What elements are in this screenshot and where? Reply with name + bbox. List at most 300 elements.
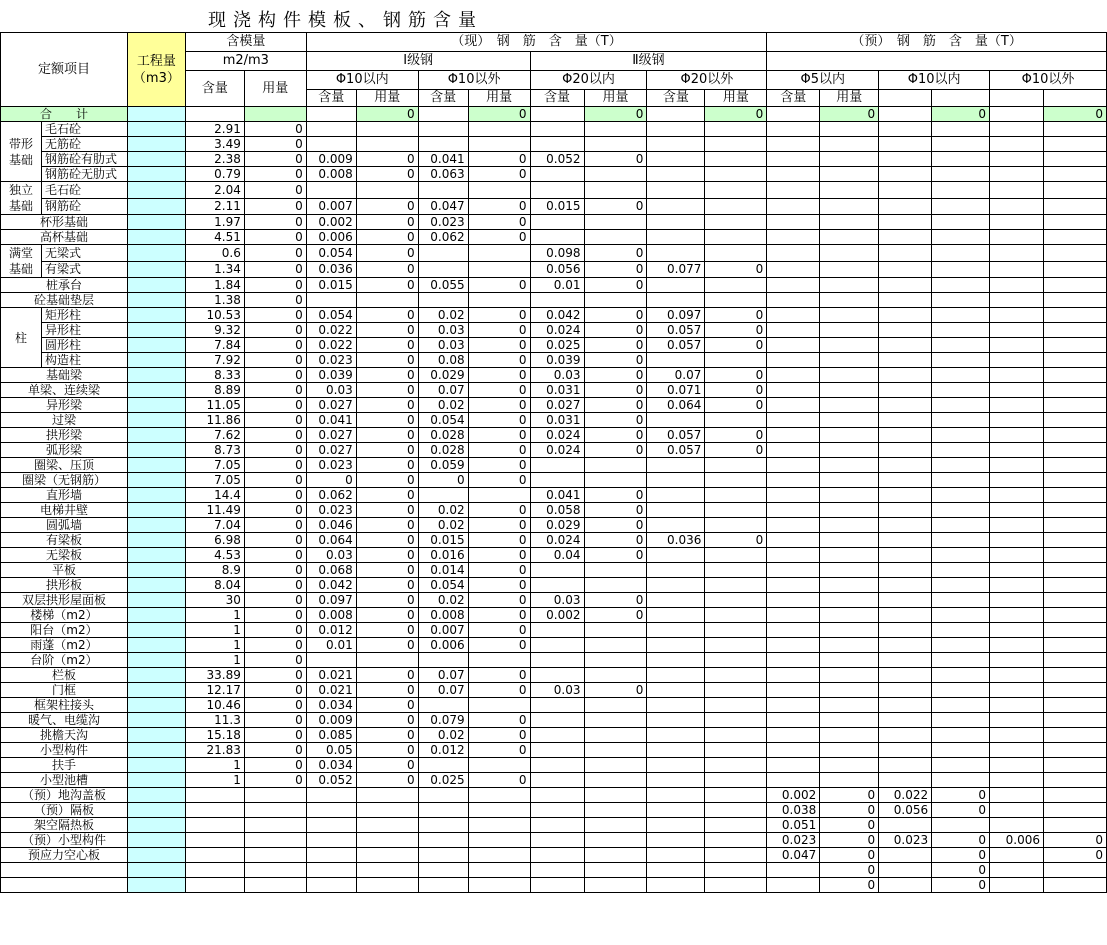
precast-usage[interactable] <box>820 548 879 563</box>
cast-usage[interactable] <box>705 353 767 368</box>
cast-usage[interactable]: 0 <box>356 167 418 182</box>
mold-content[interactable]: 2.11 <box>185 198 244 215</box>
precast-content[interactable] <box>767 245 820 262</box>
precast-usage[interactable] <box>1044 323 1107 338</box>
cast-usage[interactable]: 0 <box>468 638 530 653</box>
mold-usage[interactable]: 0 <box>244 338 306 353</box>
cast-content[interactable]: 0.071 <box>647 383 705 398</box>
cast-content[interactable]: 0.025 <box>418 773 468 788</box>
cast-usage[interactable]: 0 <box>468 413 530 428</box>
cast-usage[interactable]: 0 <box>468 278 530 293</box>
cast-content[interactable] <box>530 848 584 863</box>
mold-usage[interactable] <box>244 803 306 818</box>
cast-content[interactable] <box>530 563 584 578</box>
item-label[interactable]: 门框 <box>1 683 128 698</box>
precast-usage[interactable] <box>932 698 990 713</box>
header-mold-unit[interactable]: m2/m3 <box>185 52 306 71</box>
precast-content[interactable]: 0.022 <box>879 788 932 803</box>
cast-usage[interactable] <box>705 137 767 152</box>
precast-usage[interactable] <box>820 152 879 167</box>
mold-usage[interactable]: 0 <box>244 518 306 533</box>
precast-content[interactable] <box>990 803 1044 818</box>
cast-content[interactable] <box>647 230 705 245</box>
cast-content[interactable] <box>647 473 705 488</box>
cast-content[interactable]: 0.077 <box>647 261 705 278</box>
precast-usage[interactable] <box>820 308 879 323</box>
mold-content[interactable]: 0.6 <box>185 245 244 262</box>
item-label[interactable]: 暖气、电缆沟 <box>1 713 128 728</box>
mold-usage[interactable]: 0 <box>244 245 306 262</box>
item-label[interactable]: 砼基础垫层 <box>1 293 128 308</box>
precast-content[interactable] <box>990 773 1044 788</box>
cast-content[interactable]: 0.052 <box>530 152 584 167</box>
precast-usage[interactable] <box>1044 638 1107 653</box>
mold-usage[interactable]: 0 <box>244 230 306 245</box>
precast-content[interactable] <box>879 323 932 338</box>
precast-content[interactable] <box>767 353 820 368</box>
cast-usage[interactable] <box>584 122 647 137</box>
qty-cell[interactable] <box>127 338 185 353</box>
mold-content[interactable]: 8.9 <box>185 563 244 578</box>
precast-usage[interactable] <box>1044 818 1107 833</box>
qty-cell[interactable] <box>127 137 185 152</box>
cast-usage[interactable] <box>356 878 418 893</box>
cast-usage[interactable]: 0 <box>705 261 767 278</box>
cast-usage[interactable]: 0 <box>356 428 418 443</box>
cast-content[interactable] <box>647 833 705 848</box>
item-label[interactable]: 楼梯（m2） <box>1 608 128 623</box>
precast-usage[interactable] <box>1044 198 1107 215</box>
qty-cell[interactable] <box>127 623 185 638</box>
precast-content[interactable] <box>879 623 932 638</box>
cast-content[interactable]: 0.031 <box>530 413 584 428</box>
cast-content[interactable]: 0.062 <box>418 230 468 245</box>
cast-content[interactable]: 0.008 <box>418 608 468 623</box>
mold-usage[interactable]: 0 <box>244 443 306 458</box>
mold-usage[interactable]: 0 <box>244 308 306 323</box>
cast-content[interactable]: 0.068 <box>306 563 356 578</box>
item-label[interactable]: 圆弧墙 <box>1 518 128 533</box>
precast-content[interactable] <box>879 368 932 383</box>
cast-content[interactable]: 0.022 <box>306 338 356 353</box>
cast-content[interactable] <box>647 593 705 608</box>
cast-content[interactable]: 0.034 <box>306 698 356 713</box>
precast-content[interactable] <box>767 443 820 458</box>
cast-usage[interactable]: 0 <box>584 398 647 413</box>
cast-content[interactable]: 0.016 <box>418 548 468 563</box>
cast-content[interactable] <box>530 638 584 653</box>
cast-content[interactable]: 0.085 <box>306 728 356 743</box>
mold-usage[interactable]: 0 <box>244 773 306 788</box>
mold-usage[interactable]: 0 <box>244 368 306 383</box>
cast-content[interactable] <box>418 261 468 278</box>
cast-usage[interactable] <box>705 152 767 167</box>
item-label[interactable]: 拱形板 <box>1 578 128 593</box>
cast-usage[interactable] <box>705 458 767 473</box>
cast-usage[interactable]: 0 <box>705 383 767 398</box>
cast-content[interactable]: 0.034 <box>306 758 356 773</box>
precast-content[interactable] <box>879 503 932 518</box>
precast-usage[interactable] <box>932 261 990 278</box>
item-label[interactable]: 有梁式 <box>41 261 127 278</box>
cast-content[interactable] <box>530 653 584 668</box>
precast-usage[interactable] <box>932 278 990 293</box>
cast-content[interactable]: 0.02 <box>418 503 468 518</box>
precast-usage[interactable] <box>932 683 990 698</box>
item-label[interactable]: 过梁 <box>1 413 128 428</box>
cast-usage[interactable]: 0 <box>468 368 530 383</box>
item-label[interactable]: 阳台（m2） <box>1 623 128 638</box>
mold-usage[interactable]: 0 <box>244 743 306 758</box>
precast-usage[interactable]: 0 <box>932 833 990 848</box>
cast-content[interactable]: 0.058 <box>530 503 584 518</box>
mold-usage[interactable]: 0 <box>244 713 306 728</box>
precast-usage[interactable] <box>932 230 990 245</box>
total-usage[interactable]: 0 <box>932 107 990 122</box>
cast-usage[interactable]: 0 <box>356 608 418 623</box>
cast-content[interactable]: 0.062 <box>306 488 356 503</box>
cast-usage[interactable]: 0 <box>705 533 767 548</box>
cast-usage[interactable]: 0 <box>356 668 418 683</box>
cast-content[interactable]: 0.03 <box>530 683 584 698</box>
precast-usage[interactable] <box>820 198 879 215</box>
cast-content[interactable]: 0.054 <box>418 413 468 428</box>
cast-usage[interactable]: 0 <box>356 623 418 638</box>
precast-content[interactable] <box>879 818 932 833</box>
mold-content[interactable]: 1 <box>185 758 244 773</box>
mold-usage[interactable]: 0 <box>244 503 306 518</box>
precast-usage[interactable] <box>1044 443 1107 458</box>
cast-content[interactable] <box>647 503 705 518</box>
cast-usage[interactable]: 0 <box>356 578 418 593</box>
mold-content[interactable]: 2.38 <box>185 152 244 167</box>
precast-usage[interactable] <box>820 638 879 653</box>
cast-usage[interactable]: 0 <box>584 152 647 167</box>
precast-content[interactable] <box>879 848 932 863</box>
cast-content[interactable] <box>530 698 584 713</box>
mold-usage[interactable]: 0 <box>244 683 306 698</box>
qty-cell[interactable] <box>127 548 185 563</box>
precast-usage[interactable] <box>932 773 990 788</box>
header-precast-steel[interactable]: （预） 钢 筋 含 量（T） <box>767 33 1107 52</box>
precast-usage[interactable]: 0 <box>932 848 990 863</box>
cast-usage[interactable] <box>356 863 418 878</box>
precast-content[interactable] <box>767 653 820 668</box>
precast-usage[interactable] <box>1044 743 1107 758</box>
header-c-d10in[interactable]: Φ10以内 <box>306 71 418 90</box>
cast-content[interactable] <box>306 833 356 848</box>
cast-usage[interactable] <box>705 293 767 308</box>
precast-content[interactable] <box>990 122 1044 137</box>
cast-content[interactable] <box>306 788 356 803</box>
cast-content[interactable]: 0.025 <box>530 338 584 353</box>
precast-content[interactable] <box>990 578 1044 593</box>
cast-usage[interactable]: 0 <box>468 353 530 368</box>
cast-content[interactable] <box>306 818 356 833</box>
precast-content[interactable] <box>767 743 820 758</box>
cast-content[interactable] <box>647 215 705 230</box>
precast-usage[interactable]: 0 <box>820 833 879 848</box>
cast-content[interactable] <box>418 818 468 833</box>
precast-content[interactable] <box>879 728 932 743</box>
precast-usage[interactable] <box>932 323 990 338</box>
mold-usage[interactable] <box>244 818 306 833</box>
cast-usage[interactable] <box>584 788 647 803</box>
cast-usage[interactable] <box>356 818 418 833</box>
mold-usage[interactable]: 0 <box>244 728 306 743</box>
cast-content[interactable] <box>647 653 705 668</box>
precast-usage[interactable] <box>820 533 879 548</box>
mold-content[interactable]: 10.46 <box>185 698 244 713</box>
cast-content[interactable] <box>530 803 584 818</box>
cast-usage[interactable]: 0 <box>468 743 530 758</box>
subheader-empty[interactable] <box>990 90 1044 107</box>
cast-content[interactable] <box>530 215 584 230</box>
precast-usage[interactable] <box>1044 167 1107 182</box>
precast-usage[interactable] <box>1044 338 1107 353</box>
cast-content[interactable] <box>306 182 356 199</box>
precast-usage[interactable] <box>932 473 990 488</box>
cast-content[interactable]: 0.022 <box>306 323 356 338</box>
precast-usage[interactable] <box>932 122 990 137</box>
cast-content[interactable]: 0.04 <box>530 548 584 563</box>
total-content[interactable] <box>647 107 705 122</box>
group-label[interactable]: 柱 <box>1 308 42 368</box>
cast-usage[interactable] <box>468 653 530 668</box>
precast-content[interactable] <box>990 338 1044 353</box>
qty-cell[interactable] <box>127 608 185 623</box>
cast-content[interactable] <box>418 488 468 503</box>
cast-usage[interactable]: 0 <box>468 152 530 167</box>
cast-content[interactable] <box>306 122 356 137</box>
qty-cell[interactable] <box>127 230 185 245</box>
precast-usage[interactable] <box>820 653 879 668</box>
precast-usage[interactable] <box>932 245 990 262</box>
mold-content[interactable]: 1.84 <box>185 278 244 293</box>
cast-usage[interactable] <box>584 698 647 713</box>
precast-content[interactable] <box>879 428 932 443</box>
cast-content[interactable] <box>418 788 468 803</box>
cast-content[interactable]: 0.079 <box>418 713 468 728</box>
precast-content[interactable] <box>767 563 820 578</box>
cast-usage[interactable] <box>584 293 647 308</box>
qty-cell[interactable] <box>127 653 185 668</box>
cast-content[interactable] <box>530 182 584 199</box>
cast-content[interactable]: 0.024 <box>530 533 584 548</box>
precast-usage[interactable] <box>820 230 879 245</box>
cast-usage[interactable]: 0 <box>356 338 418 353</box>
qty-cell[interactable] <box>127 413 185 428</box>
precast-content[interactable] <box>767 503 820 518</box>
qty-cell[interactable] <box>127 198 185 215</box>
cast-content[interactable] <box>647 758 705 773</box>
cast-content[interactable] <box>647 167 705 182</box>
mold-usage[interactable] <box>244 863 306 878</box>
mold-content[interactable]: 1.34 <box>185 261 244 278</box>
precast-content[interactable] <box>990 428 1044 443</box>
precast-usage[interactable] <box>820 743 879 758</box>
precast-content[interactable] <box>990 137 1044 152</box>
cast-content[interactable] <box>418 293 468 308</box>
precast-content[interactable] <box>879 638 932 653</box>
cast-usage[interactable] <box>705 215 767 230</box>
cast-content[interactable]: 0.041 <box>418 152 468 167</box>
cast-content[interactable] <box>530 728 584 743</box>
cast-usage[interactable] <box>468 878 530 893</box>
cast-usage[interactable] <box>705 863 767 878</box>
qty-cell[interactable] <box>127 458 185 473</box>
cast-content[interactable] <box>530 623 584 638</box>
precast-usage[interactable] <box>1044 137 1107 152</box>
cast-usage[interactable]: 0 <box>584 245 647 262</box>
total-content[interactable] <box>767 107 820 122</box>
cast-content[interactable] <box>418 758 468 773</box>
cast-content[interactable] <box>306 863 356 878</box>
cast-usage[interactable] <box>584 758 647 773</box>
cast-usage[interactable] <box>584 230 647 245</box>
cast-usage[interactable]: 0 <box>356 245 418 262</box>
cast-usage[interactable] <box>584 803 647 818</box>
total-usage[interactable]: 0 <box>820 107 879 122</box>
cast-usage[interactable] <box>584 137 647 152</box>
precast-content[interactable] <box>767 533 820 548</box>
cast-content[interactable] <box>306 653 356 668</box>
cast-content[interactable] <box>647 848 705 863</box>
precast-content[interactable] <box>879 278 932 293</box>
precast-content[interactable] <box>990 323 1044 338</box>
cast-content[interactable] <box>530 758 584 773</box>
precast-content[interactable] <box>990 563 1044 578</box>
mold-usage[interactable] <box>244 833 306 848</box>
cast-usage[interactable] <box>356 788 418 803</box>
mold-usage[interactable]: 0 <box>244 488 306 503</box>
cast-usage[interactable]: 0 <box>356 215 418 230</box>
cast-content[interactable] <box>530 773 584 788</box>
precast-content[interactable] <box>879 261 932 278</box>
item-label[interactable]: 圆形柱 <box>41 338 127 353</box>
precast-usage[interactable] <box>932 488 990 503</box>
precast-usage[interactable] <box>820 353 879 368</box>
qty-cell[interactable] <box>127 167 185 182</box>
cast-usage[interactable]: 0 <box>584 353 647 368</box>
cast-content[interactable] <box>530 818 584 833</box>
cast-content[interactable] <box>647 182 705 199</box>
precast-content[interactable] <box>990 608 1044 623</box>
mold-content[interactable]: 1.97 <box>185 215 244 230</box>
precast-usage[interactable] <box>932 167 990 182</box>
cast-content[interactable]: 0.097 <box>306 593 356 608</box>
cast-content[interactable] <box>306 878 356 893</box>
item-label[interactable]: 平板 <box>1 563 128 578</box>
cast-content[interactable] <box>647 698 705 713</box>
cast-usage[interactable] <box>356 182 418 199</box>
cast-content[interactable]: 0.08 <box>418 353 468 368</box>
total-usage[interactable]: 0 <box>705 107 767 122</box>
precast-usage[interactable] <box>820 668 879 683</box>
precast-usage[interactable] <box>932 593 990 608</box>
item-label[interactable]: （预）隔板 <box>1 803 128 818</box>
cast-content[interactable]: 0.054 <box>306 308 356 323</box>
precast-content[interactable] <box>879 167 932 182</box>
mold-content[interactable]: 1 <box>185 653 244 668</box>
group-label[interactable]: 带形基础 <box>1 122 42 182</box>
cast-content[interactable]: 0.015 <box>530 198 584 215</box>
cast-usage[interactable] <box>468 788 530 803</box>
item-label[interactable]: 高杯基础 <box>1 230 128 245</box>
precast-content[interactable] <box>767 323 820 338</box>
cast-usage[interactable] <box>705 473 767 488</box>
cast-usage[interactable]: 0 <box>584 323 647 338</box>
qty-cell[interactable] <box>127 788 185 803</box>
cast-usage[interactable]: 0 <box>584 278 647 293</box>
precast-usage[interactable] <box>820 578 879 593</box>
cast-usage[interactable]: 0 <box>468 458 530 473</box>
cast-usage[interactable]: 0 <box>584 383 647 398</box>
cast-content[interactable]: 0.006 <box>306 230 356 245</box>
mold-content[interactable]: 11.05 <box>185 398 244 413</box>
qty-cell[interactable] <box>127 713 185 728</box>
precast-content[interactable] <box>879 773 932 788</box>
precast-usage[interactable]: 0 <box>1044 833 1107 848</box>
mold-content[interactable] <box>185 863 244 878</box>
precast-content[interactable] <box>767 473 820 488</box>
cast-usage[interactable] <box>705 818 767 833</box>
cast-usage[interactable] <box>468 245 530 262</box>
cast-usage[interactable] <box>705 488 767 503</box>
precast-usage[interactable] <box>1044 293 1107 308</box>
cast-content[interactable] <box>647 293 705 308</box>
cast-content[interactable]: 0.009 <box>306 152 356 167</box>
cast-content[interactable]: 0.02 <box>418 398 468 413</box>
precast-content[interactable] <box>990 503 1044 518</box>
cast-usage[interactable]: 0 <box>584 533 647 548</box>
cast-usage[interactable]: 0 <box>468 338 530 353</box>
header-p-d10out[interactable]: Φ10以外 <box>990 71 1107 90</box>
cast-usage[interactable]: 0 <box>356 728 418 743</box>
cast-content[interactable] <box>530 833 584 848</box>
precast-content[interactable] <box>990 398 1044 413</box>
cast-content[interactable] <box>647 563 705 578</box>
precast-usage[interactable] <box>1044 698 1107 713</box>
precast-content[interactable] <box>767 293 820 308</box>
cast-usage[interactable] <box>584 653 647 668</box>
precast-usage[interactable] <box>932 608 990 623</box>
qty-cell[interactable] <box>127 563 185 578</box>
cast-content[interactable] <box>306 137 356 152</box>
precast-usage[interactable] <box>1044 713 1107 728</box>
subheader-content[interactable]: 含量 <box>306 90 356 107</box>
cast-content[interactable] <box>418 137 468 152</box>
mold-content[interactable]: 6.98 <box>185 533 244 548</box>
precast-content[interactable] <box>767 122 820 137</box>
cast-usage[interactable]: 0 <box>356 713 418 728</box>
cast-usage[interactable] <box>468 122 530 137</box>
cast-content[interactable]: 0.052 <box>306 773 356 788</box>
precast-content[interactable] <box>767 458 820 473</box>
subheader-usage[interactable]: 用量 <box>468 90 530 107</box>
cast-usage[interactable]: 0 <box>584 443 647 458</box>
cast-usage[interactable] <box>468 488 530 503</box>
precast-content[interactable] <box>990 683 1044 698</box>
cast-content[interactable] <box>530 878 584 893</box>
cast-content[interactable] <box>418 698 468 713</box>
precast-usage[interactable] <box>932 338 990 353</box>
cast-content[interactable]: 0.029 <box>530 518 584 533</box>
precast-usage[interactable] <box>932 428 990 443</box>
item-label[interactable] <box>1 863 128 878</box>
mold-content[interactable]: 8.73 <box>185 443 244 458</box>
cast-usage[interactable]: 0 <box>705 443 767 458</box>
